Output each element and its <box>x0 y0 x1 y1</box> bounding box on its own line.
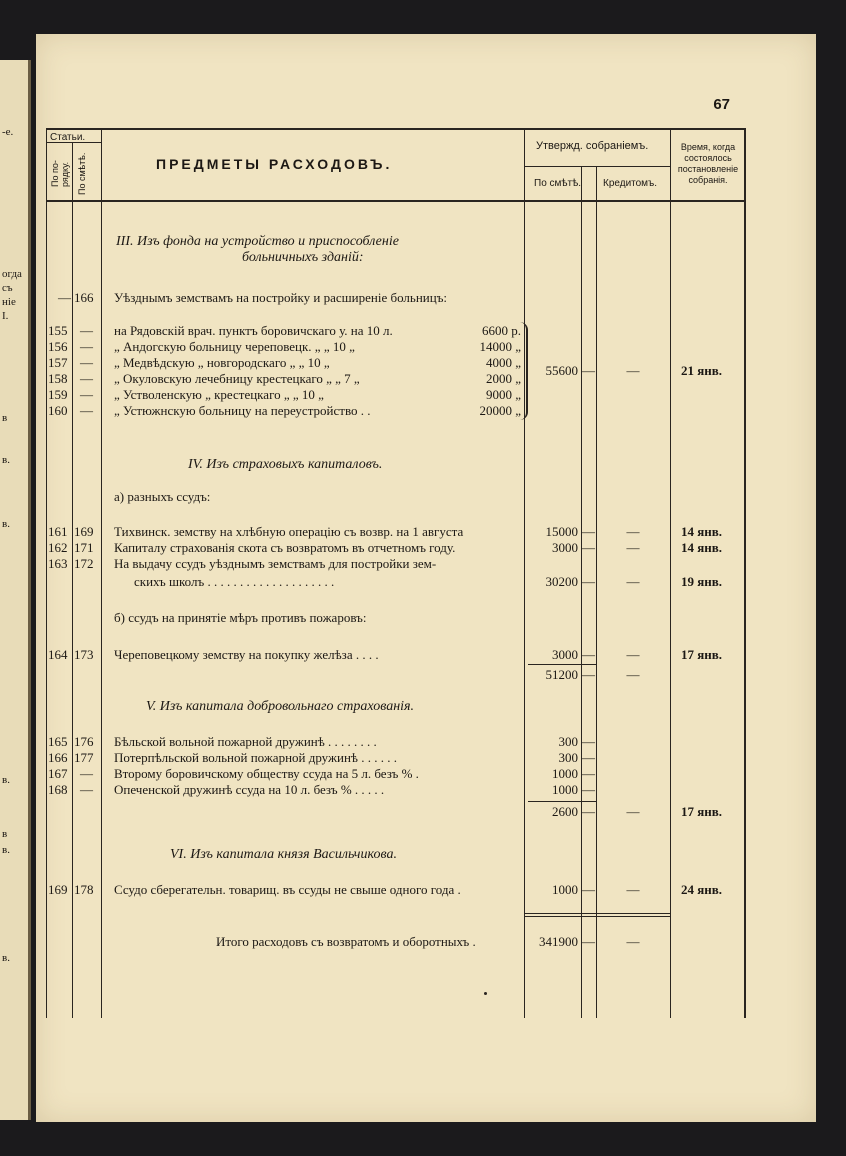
row-sum-dash: — <box>582 750 595 765</box>
row-sum-dash: — <box>582 540 595 555</box>
utverzhd-rule <box>524 166 670 167</box>
subtotal-rule <box>528 664 596 665</box>
row-sum-dash: — <box>582 766 595 781</box>
grand-total-rule <box>524 913 670 914</box>
row-num-1: 160 <box>48 403 68 418</box>
row-num-1: 159 <box>48 387 68 402</box>
row-text: „ Медвѣдскую „ новгородскаго „ „ 10 „ <box>114 355 330 370</box>
row-num-1: 164 <box>48 647 68 662</box>
header-utverzhd: Утвержд. собранiемъ. <box>536 140 649 152</box>
row-num-1: 163 <box>48 556 68 571</box>
total-kredit-dash: — <box>626 667 640 682</box>
row-num-2: — <box>80 387 93 402</box>
left-fragment: I. <box>2 310 9 322</box>
row-num-2: 176 <box>74 734 94 749</box>
row-date: 24 янв. <box>681 882 723 897</box>
left-fragment: в. <box>2 952 10 964</box>
row-text: На выдачу ссудъ уѣзднымъ земствамъ для постройки зем- <box>114 556 437 571</box>
row-kredit-dash: — <box>626 882 640 897</box>
row-num-1: 168 <box>48 782 68 797</box>
row-sum-dash: — <box>582 574 595 589</box>
row-text: Череповецкому земству на покупку желѣза . . . . <box>114 647 379 662</box>
header-po-smete-col: По смѣтѣ. <box>534 178 582 189</box>
row-text: „ Окуловскую лечебницу крестецкаго „ „ 7 „ <box>114 371 360 386</box>
row-num-2: — <box>80 323 93 338</box>
row-num-1: 156 <box>48 339 68 354</box>
section-vi-title: VI. Изъ капитала князя Васильчикова. <box>170 847 397 862</box>
row-num-1: 165 <box>48 734 68 749</box>
left-fragment: в <box>2 828 8 840</box>
total-dash: — <box>582 804 595 819</box>
row-kredit-dash: — <box>626 574 640 589</box>
row-text: Бѣльской вольной пожарной дружинѣ . . . . . . . . <box>114 734 377 749</box>
row-num-1: 158 <box>48 371 68 386</box>
header-po-poryadku: По по- рядку. <box>50 160 70 188</box>
col-rule-left <box>46 128 47 1018</box>
row-sum: 15000 <box>545 524 578 539</box>
row-num-1: 157 <box>48 355 68 370</box>
row-dash: — <box>58 290 71 305</box>
row-num-1: 155 <box>48 323 68 338</box>
section-iii-intro: Уѣзднымъ земствамъ на постройку и расширенiе больницъ: <box>114 290 448 305</box>
left-page-edge <box>0 60 31 1120</box>
row-kredit-dash: — <box>626 647 640 662</box>
row-sum: 20000 „ <box>479 403 521 418</box>
group-kredit-dash: — <box>626 363 640 378</box>
section-iii-title-2: больничныхъ зданiй: <box>242 250 364 265</box>
row-num-2: 177 <box>74 750 94 765</box>
row-text: Второму боровичскому обществу ссуда на 5 л. безъ % . <box>114 766 419 781</box>
row-num-2: 169 <box>74 524 94 539</box>
row-sum-dash: — <box>582 882 595 897</box>
row-text: „ Устволенскую „ крестецкаго „ „ 10 „ <box>114 387 324 402</box>
total-dash: — <box>582 667 595 682</box>
row-text: „ Устюжнскую больницу на переустройство . . <box>114 403 371 418</box>
row-num-2: 173 <box>74 647 94 662</box>
row-sum: 300 <box>558 750 578 765</box>
col-rule-2 <box>101 128 102 1018</box>
row-num-2: 178 <box>74 882 94 897</box>
row-text-continuation: скихъ школъ . . . . . . . . . . . . . . . . . . . . <box>134 574 335 589</box>
row-sum: 30200 <box>545 574 578 589</box>
row-sum-dash: — <box>582 734 595 749</box>
row-text: Тихвинск. земству на хлѣбную операцiю съ возвр. на 1 августа <box>114 524 464 539</box>
row-sum: 14000 „ <box>479 339 521 354</box>
header-vremya: Время, когда состоялось постановленiе собранiя. <box>677 142 739 185</box>
row-sum: 300 <box>558 734 578 749</box>
row-sum-dash: — <box>582 782 595 797</box>
grand-total-rule-2 <box>524 916 670 917</box>
row-num-2: — <box>80 766 93 781</box>
row-sum: 1000 <box>552 882 578 897</box>
grand-total-dash: — <box>582 934 595 949</box>
row-num-2: — <box>80 371 93 386</box>
grand-total-kredit-dash: — <box>626 934 640 949</box>
row-date: 14 янв. <box>681 524 723 539</box>
row-num-2: 172 <box>74 556 94 571</box>
row-num-1: 161 <box>48 524 68 539</box>
row-num-2: 171 <box>74 540 94 555</box>
row-date: 17 янв. <box>681 647 723 662</box>
col-rule-right <box>744 128 746 1018</box>
section-iv-title: IV. Изъ страховыхъ капиталовъ. <box>188 457 383 472</box>
group-brace <box>520 322 528 420</box>
row-sum-dash: — <box>582 647 595 662</box>
row-num-2: — <box>80 403 93 418</box>
section-iv-a: а) разныхъ ссудъ: <box>114 489 211 504</box>
row-num-1: 169 <box>48 882 68 897</box>
row-num-2: — <box>80 355 93 370</box>
row-sum: 9000 „ <box>485 387 521 402</box>
row-text: Ссудо сберегательн. товарищ. въ ссуды не свыше одного года . <box>114 882 461 897</box>
header-po-smete: По смѣтѣ. <box>77 152 87 196</box>
row-kredit-dash: — <box>626 524 640 539</box>
left-fragment: в. <box>2 518 10 530</box>
left-fragment: в. <box>2 844 10 856</box>
row-sum: 3000 <box>552 540 578 555</box>
page-number: 67 <box>713 96 730 113</box>
section-v-date: 17 янв. <box>681 804 723 819</box>
table-top-rule <box>46 128 744 130</box>
row-text: Потерпѣльской вольной пожарной дружинѣ . . . . . . <box>114 750 397 765</box>
row-sum: 6600 р. <box>482 323 521 338</box>
subtotal-rule <box>528 801 596 802</box>
section-v-total: 2600 <box>552 804 578 819</box>
row-num-1: 167 <box>48 766 68 781</box>
section-iv-total: 51200 <box>545 667 578 682</box>
section-v-title: V. Изъ капитала добровольнаго страхованiя. <box>146 699 415 714</box>
left-fragment: в <box>2 412 8 424</box>
left-fragment: огда <box>2 268 22 280</box>
header-title: ПРЕДМЕТЫ РАСХОДОВЪ. <box>156 156 393 172</box>
row-num-2: — <box>80 782 93 797</box>
left-fragment: съ <box>2 282 13 294</box>
row-date: 19 янв. <box>681 574 723 589</box>
row-num-1: 162 <box>48 540 68 555</box>
row-number: 166 <box>74 290 94 305</box>
section-iii-title: III. Изъ фонда на устройство и приспособленiе <box>116 234 399 249</box>
section-iv-b: б) ссудъ на принятiе мѣръ противъ пожаровъ: <box>114 610 367 625</box>
header-bottom-rule <box>46 200 744 202</box>
row-kredit-dash: — <box>626 540 640 555</box>
col-rule-1 <box>72 142 73 1018</box>
row-sum: 4000 „ <box>485 355 521 370</box>
grand-total-label: Итого расходовъ съ возвратомъ и оборотныхъ . <box>216 934 476 949</box>
document-page <box>36 34 816 1122</box>
left-fragment: нiе <box>2 296 16 308</box>
row-sum: 2000 „ <box>485 371 521 386</box>
row-date: 14 янв. <box>681 540 723 555</box>
ink-dot <box>484 992 487 995</box>
header-statyi: Статьи. <box>50 132 86 143</box>
group-sum-dash: — <box>582 363 595 378</box>
row-text: Капиталу страхованiя скота съ возвратомъ въ отчетномъ году. <box>114 540 456 555</box>
row-num-1: 166 <box>48 750 68 765</box>
row-sum: 1000 <box>552 766 578 781</box>
grand-total: 341900 <box>539 934 578 949</box>
row-text: на Рядовскiй врач. пунктъ боровичскаго у. на 10 л. <box>114 323 393 338</box>
row-sum-dash: — <box>582 524 595 539</box>
total-kredit-dash: — <box>626 804 640 819</box>
row-sum: 1000 <box>552 782 578 797</box>
left-fragment: в. <box>2 454 10 466</box>
header-kreditom: Кредитомъ. <box>603 178 658 189</box>
group-sum: 55600 <box>545 363 578 378</box>
row-num-2: — <box>80 339 93 354</box>
row-text: Опеченской дружинѣ ссуда на 10 л. безъ % . . . . . <box>114 782 385 797</box>
left-fragment: в. <box>2 774 10 786</box>
left-fragment: -е. <box>2 126 14 138</box>
col-rule-3 <box>524 128 525 1018</box>
col-rule-6 <box>670 128 671 1018</box>
row-sum: 3000 <box>552 647 578 662</box>
group-date: 21 янв. <box>681 363 723 378</box>
row-text: „ Андогскую больницу череповецк. „ „ 10 „ <box>114 339 355 354</box>
